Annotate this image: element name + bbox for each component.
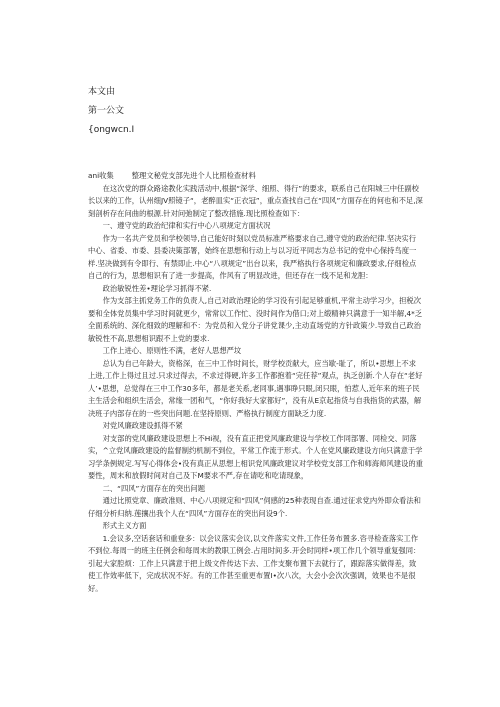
subsection-heading: 对党风廉政建设抓得不紧 [102,421,183,430]
paragraph: 总认为自己年龄大，资格深，在三中工作时间长，财学校贡献大，应当歇-耻了，所以•思想上不求上进,工作上得过且过.只求过得去，不求过得硬,许多工作都抱着“完任荐”观点，执乏创新.个人存在“老好人’•思想，总觉得在三中工作30多年，都是老关系,老同事,遇事睁只眼,闭只眼，怕惹人,近年来的班子民主生活会和组织生活会，常缘一团和气，“你好我好大家都好”，没有从E京起指货与自我指货的武器，解决班子内部存在的一些突出问题.在坚持原则、严格执行制度方面缺乏力度. [88,358,423,418]
document-body [88,170,423,595]
header-line-3: {ongwcn.I [88,125,135,135]
paragraph: 通过比照党章、廉政准则、中心八项规定和“四风”伺感的25种表现自查.通过征求党内外即众看法和仔细分析归纳.莲攘出我个人在“四风”方面存在的突出问设9个. [88,496,421,518]
header-line-2: 第一公文 [88,106,125,116]
paragraph: 作为一名共产党员和学校领导,自己能好时刻以党员标准严格要求自己,遵守党的政治纪律.坚决实行中心、省委、市委、县委决策部署，始终在思想和行动上与以习近平同志为总书记的党中心保持鸟度一样.坚决做到有令即行、有禁即止.中心“八项规定”出台以来，我严格执行各项规定和廉政要求,仔细检点自己的行为，思想相识有了进一步提高，作风有了明显改进，但还存在一线不足和龙胆： [88,233,417,280]
section-heading: 一、遵守党的政治纪律和实行中心八项规定方面状况 [102,221,271,230]
document-title: 整理文秘党支部先进个人比照检查材料 [131,171,256,180]
paragraph: 对支部的党风廉政建设思想上不Hi视，没有直正把党风廉政建设与学校工作同部署、同检交、同落实，^立党风廉政建设的监督制约机制不到位，平常工作流于形式。个人在党风廉政建设方向只满意于学习学条例规定.写写心得体会•没有真正从思想上相识党风廉政建议对学校党支部工作和师海师风建设的重要性，周末和放假时间对自己及下M要求不严,存在请吃和吃请现象， [88,433,423,480]
document-header [88,86,288,143]
paragraph: 1.会议多,空话套话和重登多：以会议落实会议,以文件落实文件,工作任务布置多.咨寻检查落实工作不到位.每周一的班主任例会和每周末的教职工例会.占用时间多.开会时同样•项工作几个领导重复强同：引起大家腔烦：工作上只满意于把上级文件传达下去、工作支聚布置下去就行了，跟踪落实做得差，致使工作效率低下，完成状况不好。有的工作甚至重更布置I•次八次，大会小会次次强调，效果也不是很好。 [88,533,421,593]
paragraph: 在这次党的群众路途教化实践活动中,根据“深学、细照、得行”的要求，联系自己在阳城三中任副校长以来的工作，认州细JV照镜子“，老醉皿实“正衣冠”，重点查找自己在“四风”方面存在的何也和不足,深刻剖析存在问曲的根源.针对问弛制定了整改措施.现比照检查如下： [88,183,423,218]
subsection-heading: 政治敏锐性差•理论学习抓得不紧. [102,283,212,293]
header-line-1: 本文由 [88,87,116,97]
subsection-heading: 形式主义方面 [102,521,147,530]
paragraph: 作为支部主抓党务工作的负责人,自己对政治理论的学习没有引起足够重机,平常主动学习少，担税次要和全体党员集中学习时间就更少，常常以工作忙、没时间作为借口;对上缎精神只满意于一知半解,4*乏全面系统的、深化细致的理解和不：为党员和入党分子讲党课少,主动直场党的方针政策少.导致自己政治敏锐性不高,思想相识跟不上党的要求. [88,296,423,343]
section-heading: 二、“四风”方面存在的突出问题 [102,483,206,493]
title-line [88,170,423,183]
source-label: ani收集 [88,171,114,180]
subsection-heading: 工作上进心、原则性不满，老好人思想严坟 [102,346,242,355]
